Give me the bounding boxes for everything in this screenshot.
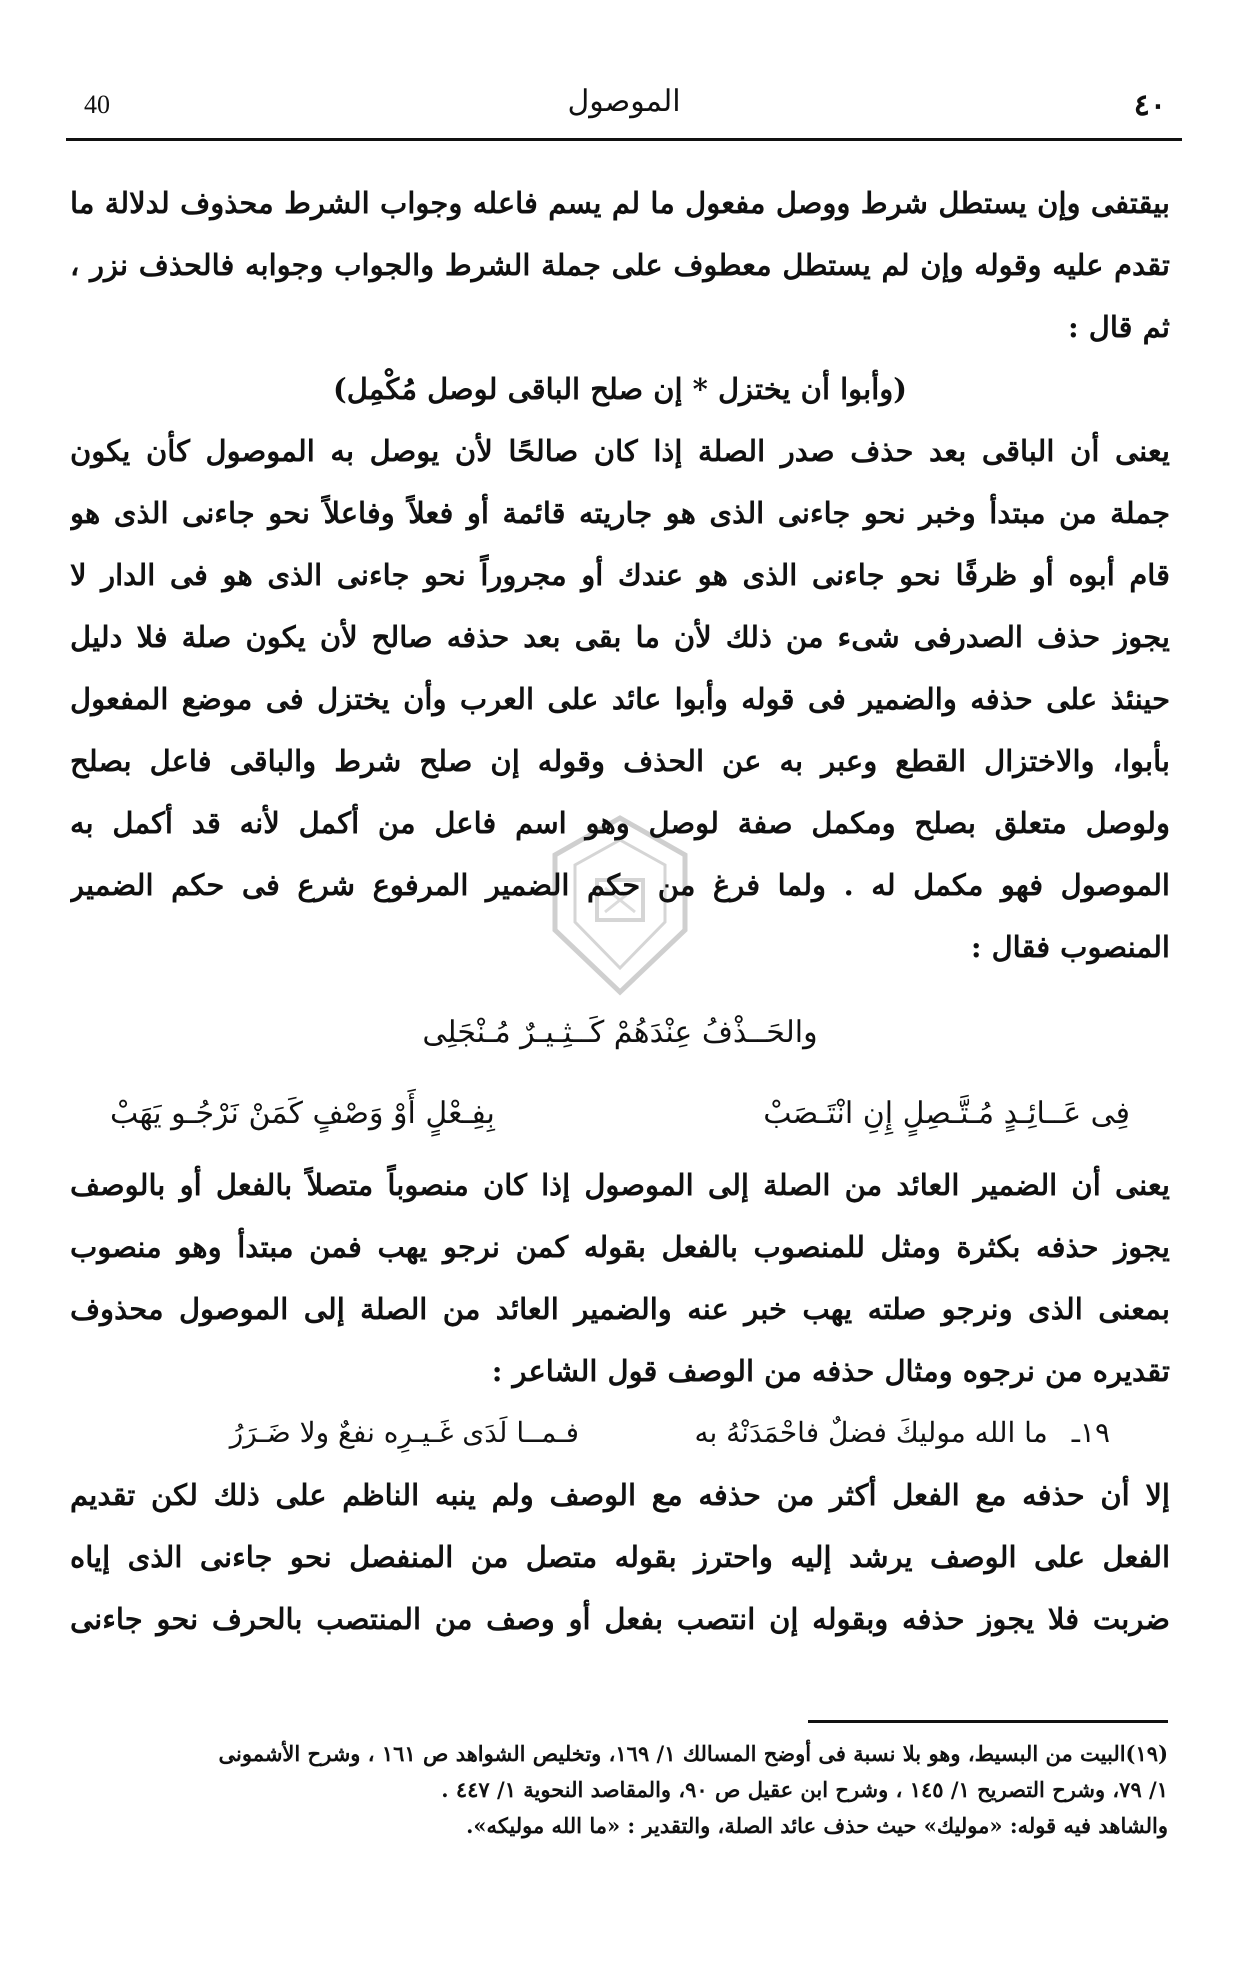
text-line: يجوز حذفه بكثرة ومثل للمنصوب بالفعل بقوله كمن نرجو يهب فمن مبتدأ وهو منصوب bbox=[70, 1230, 1170, 1264]
text-line: الفعل على الوصف يرشد إليه واحترز بقوله متصل من المنفصل نحو جاءنى الذى إياه bbox=[70, 1540, 1170, 1574]
poem-number: ١٩ـ bbox=[1071, 1416, 1110, 1449]
page-number-latin: 40 bbox=[84, 90, 110, 119]
text-line: قام أبوه أو ظرفًا نحو جاءنى الذى هو عندك أو مجروراً نحو جاءنى الذى هو فى الدار لا bbox=[70, 558, 1170, 592]
footnote-line: والشاهد فيه قوله: «موليك» حيث حذف عائد الصلة، والتقدير : «ما الله موليكه». bbox=[466, 1813, 1168, 1838]
text-line: بيقتفى وإن يستطل شرط ووصل مفعول ما لم يسم فاعله وجواب الشرط محذوف لدلالة ما bbox=[70, 186, 1170, 220]
text-line: بمعنى الذى ونرجو صلته يهب خبر عنه والضمير العائد من الصلة إلى الموصول محذوف bbox=[70, 1292, 1170, 1326]
poem-hemistich-first: ما الله موليكَ فضلٌ فاحْمَدَنْهُ به bbox=[694, 1416, 1048, 1449]
main-text bbox=[70, 172, 1170, 1650]
footnote-line: ١/ ٧٩، وشرح التصريح ١/ ١٤٥ ، وشرح ابن عقيل ص ٩٠، والمقاصد النحوية ١/ ٤٤٧ . bbox=[441, 1777, 1168, 1802]
text-line: إلا أن حذفه مع الفعل أكثر من حذفه مع الوصف ولم ينبه الناظم على ذلك لكن تقديم bbox=[70, 1478, 1170, 1512]
text-line: تقدم عليه وقوله وإن لم يستطل معطوف على جملة الشرط والجواب وجوابه فالحذف نزر ، bbox=[70, 248, 1170, 282]
running-title: الموصول bbox=[567, 84, 681, 119]
footnote-rule bbox=[808, 1720, 1168, 1723]
alfiya-verse: والحَــذْفُ عِنْدَهُمْ كَــثِـيـرٌ مُـنْجَلِى bbox=[422, 1015, 818, 1050]
text-line: ثم قال : bbox=[1067, 310, 1170, 344]
text-line: ولوصل متعلق بصلح ومكمل صفة لوصل وهو اسم فاعل من أكمل لأنه قد أكمل به bbox=[70, 806, 1170, 840]
text-line: يعنى أن الباقى بعد حذف صدر الصلة إذا كان صالحًا لأن يوصل به الموصول كأن يكون bbox=[70, 434, 1170, 468]
poem-hemistich-second: فـمــا لَدَى غَـيـرِه نفعٌ ولا ضَـرَرُ bbox=[229, 1416, 580, 1449]
text-line: الموصول فهو مكمل له . ولما فرغ من حكم الضمير المرفوع شرع فى حكم الضمير bbox=[70, 868, 1170, 902]
text-line: يجوز حذف الصدرفى شىء من ذلك لأن ما بقى بعد حذفه صالح لأن يكون صلة فلا دليل bbox=[70, 620, 1170, 654]
verse-hemistich-second: بِفِـعْلٍ أَوْ وَصْفٍ كَمَنْ نَرْجُـو يَهَبْ bbox=[110, 1096, 495, 1131]
verse-line: (وأبوا أن يختزل * إن صلح الباقى لوصل مُكْمِل) bbox=[332, 372, 907, 406]
text-line: ضربت فلا يجوز حذفه وبقوله إن انتصب بفعل أو وصف من المنتصب بالحرف نحو جاءنى bbox=[70, 1602, 1170, 1636]
footnote-line: (١٩)البيت من البسيط، وهو بلا نسبة فى أوضح المسالك ١/ ١٦٩، وتخليص الشواهد ص ١٦١ ، وشرح الأشمونى bbox=[218, 1741, 1168, 1766]
text-line: جملة من مبتدأ وخبر نحو جاءنى الذى هو جاريته قائمة أو فعلاً وفاعلاً نحو جاءنى الذى هو bbox=[70, 496, 1170, 530]
text-line: يعنى أن الضمير العائد من الصلة إلى الموصول إذا كان منصوباً متصلاً بالفعل أو بالوصف bbox=[70, 1168, 1170, 1202]
poetry-citation bbox=[70, 1402, 1170, 1464]
header-rule bbox=[66, 138, 1182, 141]
verse-hemistich-first: فِى عَــائِـدٍ مُـتَّـصِلٍ إِنِ انْتَـصَبْ bbox=[763, 1096, 1130, 1131]
text-line: تقديره من نرجوه ومثال حذفه من الوصف قول الشاعر : bbox=[491, 1354, 1170, 1388]
text-line: المنصوب فقال : bbox=[970, 930, 1170, 964]
text-line: حينئذ على حذفه والضمير فى قوله وأبوا عائد على العرب وأن يختزل فى موضع المفعول bbox=[70, 682, 1170, 716]
alfiya-verse-pair bbox=[70, 1074, 1170, 1154]
text-line: بأبوا، والاختزال القطع وعبر به عن الحذف وقوله إن صلح شرط والباقى فاعل بصلح bbox=[70, 744, 1170, 778]
page-number-arabic: ٤٠ bbox=[1133, 88, 1166, 123]
footnotes bbox=[66, 1736, 1168, 1844]
